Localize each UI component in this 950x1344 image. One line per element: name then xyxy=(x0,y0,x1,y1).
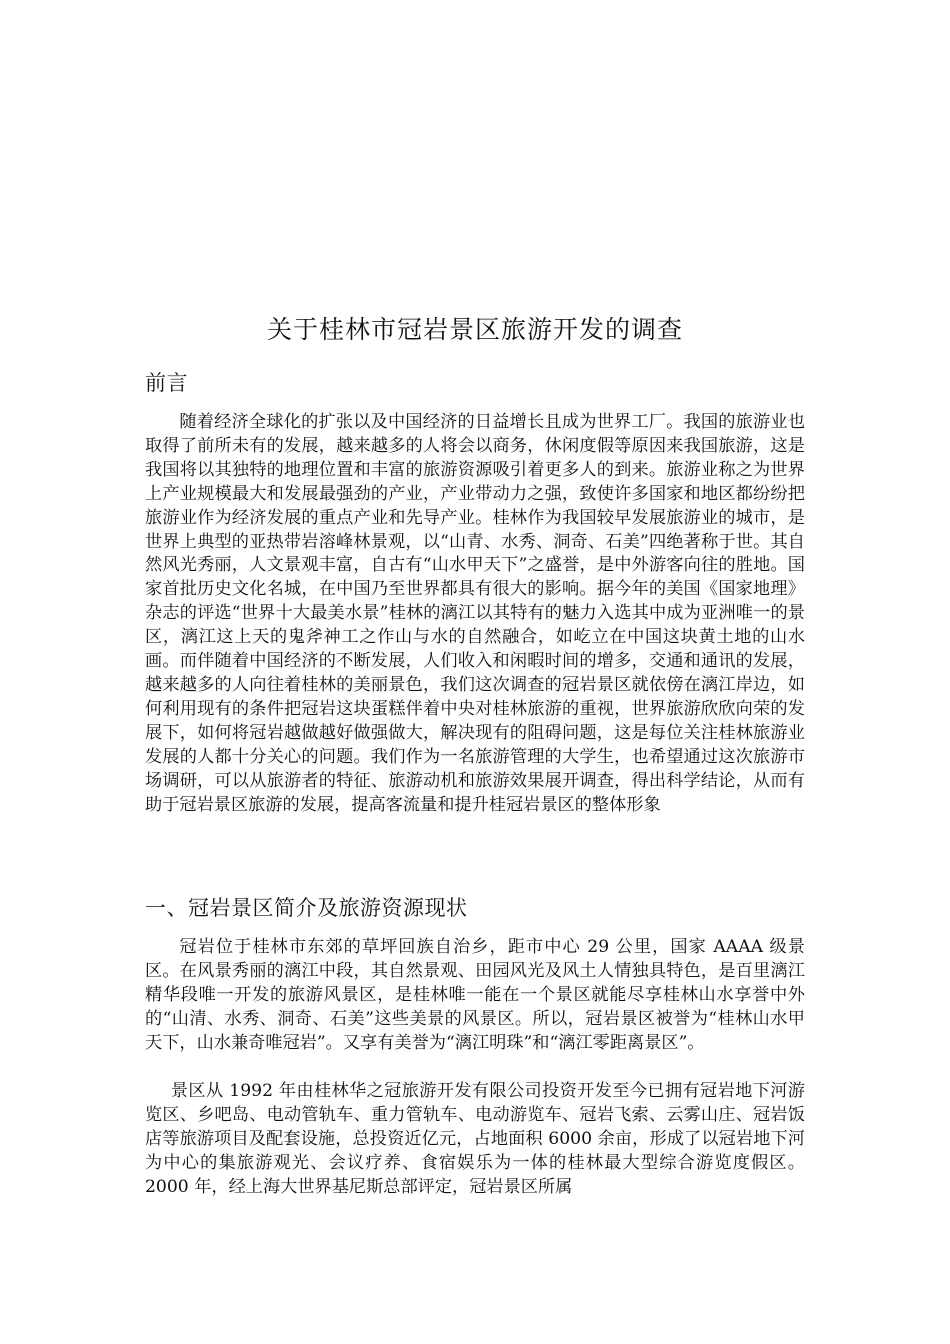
preface-heading: 前言 xyxy=(145,371,188,395)
preface-paragraph: 随着经济全球化的扩张以及中国经济的日益增长且成为世界工厂。我国的旅游业也取得了前所未有的发展，越来越多的人将会以商务，休闲度假等原因来我国旅游，这是我国将以其独特的地理位置和丰富的旅游资源吸引着更多人的到来。旅游业称之为世界上产业规模最大和发展最强劲的产业，产业带动力之强，致使许多国家和地区都纷纷把旅游业作为经济发展的重点产业和先导产业。桂林作为我国较早发展旅游业的城市，是世界上典型的亚热带岩溶峰林景观，以“山青、水秀、洞奇、石美”四绝著称于世。其自然风光秀丽，人文景观丰富，自古有“山水甲天下”之盛誉，是中外游客向往的胜地。国家首批历史文化名城，在中国乃至世界都具有很大的影响。据今年的美国《国家地理》杂志的评选“世界十大最美水景”桂林的漓江以其特有的魅力入选其中成为亚洲唯一的景区，漓江这上天的鬼斧神工之作山与水的自然融合，如屹立在中国这块黄土地的山水画。而伴随着中国经济的不断发展，人们收入和闲暇时间的增多，交通和通讯的发展，越来越多的人向往着桂林的美丽景色，我们这次调查的冠岩景区就依傍在漓江岸边，如何利用现有的条件把冠岩这块蛋糕伴着中央对桂林旅游的重视，世界旅游欣欣向荣的发展下，如何将冠岩越做越好做强做大，解决现有的阻碍问题，这是每位关注桂林旅游业发展的人都十分关心的问题。我们作为一名旅游管理的大学生，也希望通过这次旅游市场调研，可以从旅游者的特征、旅游动机和旅游效果展开调查，得出科学结论，从而有助于冠岩景区旅游的发展，提高客流量和提升桂冠岩景区的整体形象 xyxy=(145,412,805,815)
section-1-paragraph-1: 冠岩位于桂林市东郊的草坪回族自治乡，距市中心 29 公里，国家 AAAA 级景区。在风景秀丽的漓江中段，其自然景观、田园风光及风土人情独具特色，是百里漓江精华段唯一开发的旅游风景区，是桂林唯一能在一个景区就能尽享桂林山水享誉中外的“山清、水秀、洞奇、石美”这些美景的风景区。所以，冠岩景区被誉为“桂林山水甲天下，山水兼奇唯冠岩”。又享有美誉为“漓江明珠”和“漓江零距离景区”。 xyxy=(145,937,805,1053)
document-title: 关于桂林市冠岩景区旅游开发的调查 xyxy=(266,315,683,344)
section-1-heading: 一、冠岩景区简介及旅游资源现状 xyxy=(145,896,468,920)
section-1-paragraph-2: 景区从 1992 年由桂林华之冠旅游开发有限公司投资开发至今已拥有冠岩地下河游览区、乡吧岛、电动管轨车、重力管轨车、电动游览车、冠岩飞索、云雾山庄、冠岩饭店等旅游项目及配套设施，总投资近亿元，占地面积 6000 余亩，形成了以冠岩地下河为中心的集旅游观光、会议疗养、食宿娱乐为一体的桂林最大型综合游览度假区。2000 年，经上海大世界基尼斯总部评定，冠岩景区所属 xyxy=(145,1081,805,1197)
